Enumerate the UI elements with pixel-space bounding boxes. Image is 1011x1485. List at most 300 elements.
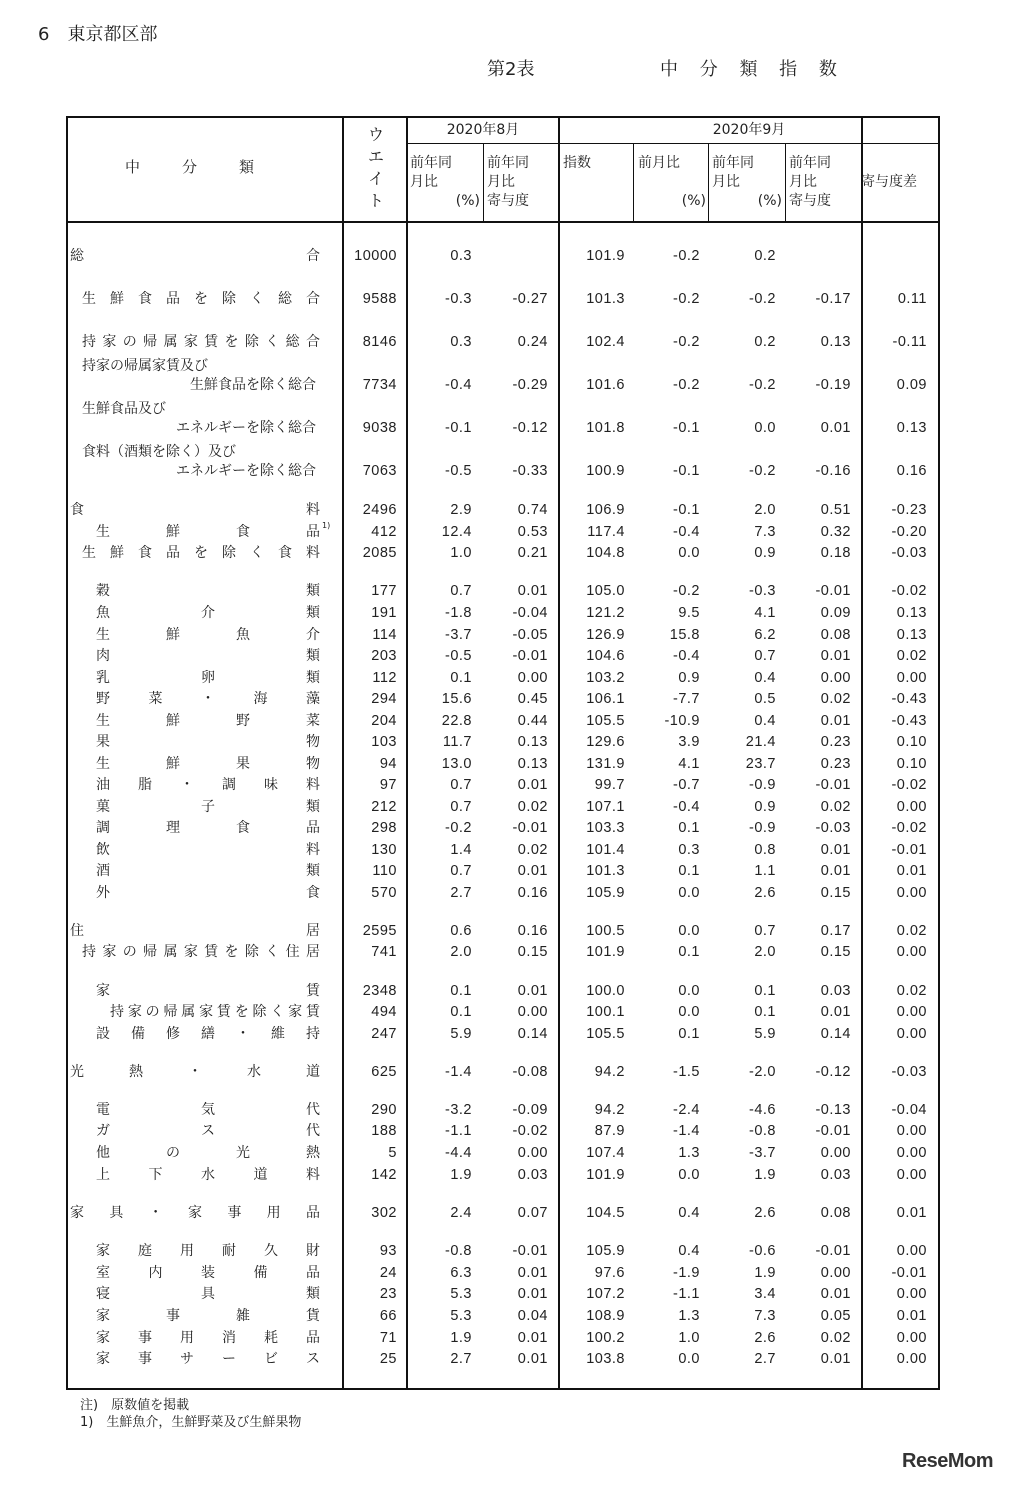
cell-sep-mom: -0.7 — [673, 777, 700, 793]
cell-sep-contrib: 0.05 — [820, 1308, 851, 1324]
cell-sep-mom: 4.1 — [678, 756, 700, 772]
cell-sep-index: 107.4 — [586, 1145, 625, 1161]
row-label: 飲料 — [96, 842, 320, 858]
cell-sep-contrib: 0.02 — [820, 691, 851, 707]
cell-aug-contrib: 0.02 — [517, 799, 548, 815]
cell-aug-contrib: -0.27 — [512, 291, 548, 307]
cell-weight: 741 — [371, 944, 397, 960]
cell-aug-yoy: 22.8 — [441, 713, 472, 729]
cell-sep-contrib: 0.51 — [820, 502, 851, 518]
cell-contrib-diff: 0.13 — [896, 605, 927, 621]
header-aug-2020: 2020年8月 — [446, 122, 520, 138]
cell-sep-mom: 1.3 — [678, 1145, 700, 1161]
cell-sep-mom: -0.2 — [673, 248, 700, 264]
cell-sep-mom: -0.4 — [673, 799, 700, 815]
cell-sep-mom: 1.0 — [678, 1330, 700, 1346]
cell-sep-index: 104.6 — [586, 648, 625, 664]
cell-aug-contrib: 0.00 — [517, 670, 548, 686]
cell-sep-mom: -0.4 — [673, 648, 700, 664]
cell-sep-mom: 0.4 — [678, 1205, 700, 1221]
cell-weight: 5 — [388, 1145, 397, 1161]
cell-sep-yoy: 0.2 — [754, 334, 776, 350]
cell-sep-index: 105.0 — [586, 583, 625, 599]
row-label-line1: 食料（酒類を除く）及び — [82, 444, 236, 460]
table-row — [0, 646, 1011, 666]
cell-sep-index: 107.1 — [586, 799, 625, 815]
column-header: 寄与度差 — [861, 174, 917, 190]
cell-sep-index: 100.2 — [586, 1330, 625, 1346]
header-weight-char: ウ — [367, 125, 384, 144]
row-label: 家事雑貨 — [96, 1308, 320, 1324]
table-row — [0, 775, 1011, 795]
table-row — [0, 1349, 1011, 1369]
cell-sep-yoy: 0.1 — [754, 1004, 776, 1020]
cell-weight: 188 — [371, 1123, 397, 1139]
cell-sep-mom: -0.4 — [673, 524, 700, 540]
cell-sep-contrib: 0.01 — [820, 1004, 851, 1020]
cell-contrib-diff: 0.00 — [896, 885, 927, 901]
row-label: 室内装備品 — [96, 1265, 320, 1281]
cell-sep-yoy: 2.6 — [754, 1330, 776, 1346]
table-row — [0, 401, 1011, 438]
cell-sep-mom: 0.0 — [678, 923, 700, 939]
table-row — [0, 1203, 1011, 1223]
row-label: 生鮮食品を除く食料 — [82, 545, 320, 561]
cell-sep-index: 101.9 — [586, 248, 625, 264]
cell-sep-yoy: -2.0 — [749, 1064, 776, 1080]
cell-aug-yoy: 11.7 — [442, 734, 472, 750]
cell-aug-yoy: -0.5 — [445, 648, 472, 664]
cell-aug-yoy: 0.1 — [450, 983, 472, 999]
cell-sep-index: 126.9 — [586, 627, 625, 643]
cell-sep-index: 131.9 — [586, 756, 625, 772]
row-label: 持家の帰属家賃を除く住居 — [82, 944, 320, 960]
table-row — [0, 1165, 1011, 1185]
cell-sep-index: 101.9 — [586, 944, 625, 960]
cell-sep-contrib: 0.08 — [820, 627, 851, 643]
table-row — [0, 358, 1011, 395]
cell-weight: 2085 — [362, 545, 397, 561]
cell-sep-index: 105.9 — [586, 1243, 625, 1259]
cell-sep-yoy: -0.9 — [749, 820, 776, 836]
table-row — [0, 818, 1011, 838]
cell-aug-contrib: -0.08 — [512, 1064, 548, 1080]
cell-aug-yoy: 12.4 — [441, 524, 472, 540]
cell-sep-yoy: -0.6 — [749, 1243, 776, 1259]
cell-sep-yoy: -0.3 — [749, 583, 776, 599]
cell-aug-yoy: 0.3 — [450, 248, 472, 264]
cell-contrib-diff: 0.00 — [896, 1167, 927, 1183]
cell-aug-contrib: 0.03 — [517, 1167, 548, 1183]
cell-sep-index: 101.3 — [586, 863, 625, 879]
cell-aug-yoy: 2.9 — [450, 502, 472, 518]
cell-aug-contrib: -0.01 — [512, 648, 548, 664]
cell-aug-yoy: -1.4 — [445, 1064, 472, 1080]
row-label: 家事用消耗品 — [96, 1330, 320, 1346]
row-label: 生鮮食品を除く総合 — [190, 377, 316, 393]
watermark-logo: ReseMom — [902, 1450, 993, 1472]
cell-aug-yoy: 0.7 — [450, 799, 472, 815]
cell-weight: 10000 — [354, 248, 397, 264]
cell-aug-contrib: -0.05 — [512, 627, 548, 643]
cell-aug-yoy: -1.1 — [445, 1123, 472, 1139]
cell-sep-yoy: 0.2 — [754, 248, 776, 264]
cell-contrib-diff: 0.01 — [896, 1308, 927, 1324]
cell-aug-yoy: 13.0 — [441, 756, 472, 772]
cell-aug-yoy: -4.4 — [445, 1145, 472, 1161]
cell-sep-yoy: 0.7 — [754, 648, 776, 664]
row-label-line1: 持家の帰属家賃及び — [82, 358, 208, 374]
cell-sep-yoy: -0.2 — [749, 463, 776, 479]
cell-sep-yoy: -4.6 — [749, 1102, 776, 1118]
cell-aug-yoy: 0.1 — [450, 1004, 472, 1020]
cell-contrib-diff: 0.09 — [896, 377, 927, 393]
cell-sep-contrib: 0.03 — [820, 983, 851, 999]
cell-sep-index: 101.9 — [586, 1167, 625, 1183]
row-label: エネルギーを除く総合 — [176, 420, 316, 436]
cell-aug-contrib: 0.15 — [517, 944, 548, 960]
table-row — [0, 942, 1011, 962]
cell-weight: 94 — [379, 756, 397, 772]
cell-sep-mom: -1.4 — [673, 1123, 700, 1139]
cell-sep-index: 105.5 — [586, 1026, 625, 1042]
cell-sep-mom: -0.2 — [673, 291, 700, 307]
cell-sep-yoy: 21.4 — [745, 734, 776, 750]
cell-weight: 25 — [379, 1351, 397, 1367]
cell-aug-contrib: -0.33 — [512, 463, 548, 479]
column-header: 寄与度 — [487, 193, 529, 209]
cell-aug-yoy: -0.5 — [445, 463, 472, 479]
table-row — [0, 981, 1011, 1001]
cell-aug-contrib: 0.01 — [517, 983, 548, 999]
cell-sep-index: 100.5 — [586, 923, 625, 939]
header-weight — [366, 124, 386, 212]
table-row — [0, 625, 1011, 645]
row-label: 果物 — [96, 734, 320, 750]
cell-weight: 203 — [371, 648, 397, 664]
cell-aug-yoy: 1.0 — [450, 545, 472, 561]
cell-aug-yoy: -0.8 — [445, 1243, 472, 1259]
cell-aug-contrib: -0.01 — [512, 820, 548, 836]
cell-sep-yoy: 5.9 — [754, 1026, 776, 1042]
column-header: 月比 — [789, 174, 817, 190]
cell-aug-yoy: 0.7 — [450, 863, 472, 879]
cell-sep-contrib: 0.09 — [820, 605, 851, 621]
cell-weight: 66 — [379, 1308, 397, 1324]
cell-contrib-diff: 0.10 — [896, 734, 927, 750]
cell-sep-index: 101.3 — [586, 291, 625, 307]
table-row — [0, 689, 1011, 709]
cell-sep-contrib: -0.01 — [815, 1123, 851, 1139]
column-header: (%) — [455, 193, 480, 209]
cell-weight: 7734 — [362, 377, 397, 393]
cell-aug-contrib: -0.29 — [512, 377, 548, 393]
table-row — [0, 1100, 1011, 1120]
cell-sep-yoy: 1.1 — [754, 863, 776, 879]
cell-aug-yoy: -0.4 — [445, 377, 472, 393]
cell-contrib-diff: 0.00 — [896, 1026, 927, 1042]
cell-aug-contrib: 0.21 — [517, 545, 548, 561]
table-row — [0, 1002, 1011, 1022]
cell-aug-yoy: -1.8 — [445, 605, 472, 621]
cell-sep-yoy: -0.2 — [749, 291, 776, 307]
cell-aug-contrib: 0.24 — [517, 334, 548, 350]
cell-aug-contrib: 0.13 — [517, 756, 548, 772]
cell-sep-index: 105.5 — [586, 713, 625, 729]
cell-sep-index: 103.2 — [586, 670, 625, 686]
table-row — [0, 1121, 1011, 1141]
cell-weight: 177 — [371, 583, 397, 599]
cell-sep-mom: -10.9 — [664, 713, 700, 729]
cell-sep-contrib: 0.01 — [820, 648, 851, 664]
cell-sep-index: 106.1 — [586, 691, 625, 707]
cell-contrib-diff: 0.00 — [896, 799, 927, 815]
cell-sep-index: 101.8 — [586, 420, 625, 436]
row-label: 生鮮食品を除く総合 — [82, 291, 320, 307]
cell-sep-index: 104.8 — [586, 545, 625, 561]
cell-contrib-diff: 0.00 — [896, 1330, 927, 1346]
cell-weight: 114 — [372, 627, 397, 643]
cell-sep-yoy: 0.9 — [754, 545, 776, 561]
cell-weight: 625 — [371, 1064, 397, 1080]
header-weight-char: エ — [367, 147, 384, 166]
cell-sep-contrib: 0.14 — [820, 1026, 851, 1042]
row-label: 魚介類 — [96, 605, 320, 621]
cell-sep-yoy: 2.6 — [754, 1205, 776, 1221]
cell-sep-mom: 0.0 — [678, 983, 700, 999]
cell-sep-index: 103.8 — [586, 1351, 625, 1367]
row-label: 持家の帰属家賃を除く総合 — [82, 334, 320, 350]
row-label: 油脂・調味料 — [96, 777, 320, 793]
cell-sep-contrib: 0.01 — [820, 420, 851, 436]
table-row — [0, 754, 1011, 774]
cell-contrib-diff: -0.02 — [891, 777, 927, 793]
table-row — [0, 883, 1011, 903]
section-title: 6 東京都区部 — [38, 24, 158, 45]
row-label: 外食 — [96, 885, 320, 901]
cell-weight: 71 — [379, 1330, 397, 1346]
cell-sep-mom: -1.5 — [673, 1064, 700, 1080]
cell-sep-index: 121.2 — [586, 605, 625, 621]
row-label: 他の光熱 — [96, 1145, 320, 1161]
cell-aug-yoy: -0.3 — [445, 291, 472, 307]
cell-sep-contrib: 0.00 — [820, 670, 851, 686]
cell-contrib-diff: -0.20 — [891, 524, 927, 540]
header-weight-char: ト — [367, 191, 384, 210]
cell-sep-index: 97.6 — [594, 1265, 625, 1281]
cell-sep-index: 117.4 — [587, 524, 625, 540]
cell-sep-mom: -0.1 — [673, 420, 700, 436]
row-label: 生鮮食品 — [96, 524, 320, 540]
cell-sep-contrib: 0.00 — [820, 1145, 851, 1161]
table-row — [0, 861, 1011, 881]
cell-contrib-diff: 0.01 — [896, 1205, 927, 1221]
cell-contrib-diff: 0.11 — [897, 291, 927, 307]
cell-aug-contrib: 0.45 — [517, 691, 548, 707]
cell-sep-contrib: 0.23 — [820, 756, 851, 772]
row-label: 家具・家事用品 — [70, 1205, 320, 1221]
cell-sep-contrib: -0.16 — [815, 463, 851, 479]
cell-sep-yoy: 23.7 — [745, 756, 776, 772]
cell-weight: 2348 — [362, 983, 397, 999]
cell-sep-mom: 0.1 — [678, 863, 700, 879]
cell-sep-contrib: 0.01 — [820, 1351, 851, 1367]
cell-weight: 212 — [371, 799, 397, 815]
cell-aug-contrib: -0.12 — [512, 420, 548, 436]
cell-aug-contrib: 0.13 — [517, 734, 548, 750]
cell-sep-mom: -0.2 — [673, 377, 700, 393]
cell-aug-contrib: 0.01 — [517, 1265, 548, 1281]
cell-weight: 298 — [371, 820, 397, 836]
cell-sep-mom: -1.9 — [673, 1265, 700, 1281]
cell-aug-contrib: 0.01 — [517, 1286, 548, 1302]
cell-sep-index: 87.9 — [594, 1123, 625, 1139]
cell-sep-contrib: 0.18 — [820, 545, 851, 561]
cell-sep-mom: 15.8 — [669, 627, 700, 643]
row-label: 肉類 — [96, 648, 320, 664]
cell-weight: 9038 — [362, 420, 397, 436]
cell-aug-contrib: 0.53 — [517, 524, 548, 540]
cell-aug-contrib: 0.07 — [517, 1205, 548, 1221]
cell-aug-yoy: 2.7 — [450, 1351, 472, 1367]
cell-sep-mom: -2.4 — [673, 1102, 700, 1118]
cell-sep-index: 100.1 — [586, 1004, 625, 1020]
column-header: 前年同 — [712, 155, 754, 171]
cell-sep-index: 104.5 — [586, 1205, 625, 1221]
table-row — [0, 1263, 1011, 1283]
cell-aug-yoy: 0.1 — [450, 670, 472, 686]
cell-sep-mom: 0.4 — [678, 1243, 700, 1259]
table-row — [0, 1143, 1011, 1163]
cell-sep-yoy: 2.7 — [754, 1351, 776, 1367]
cell-contrib-diff: 0.00 — [896, 1286, 927, 1302]
row-label: 調理食品 — [96, 820, 320, 836]
cell-sep-mom: -0.1 — [673, 502, 700, 518]
table-row — [0, 921, 1011, 941]
cell-aug-yoy: 0.3 — [450, 334, 472, 350]
footnote-marker: 1) — [322, 521, 331, 530]
cell-sep-contrib: 0.17 — [820, 923, 851, 939]
column-header: (%) — [681, 193, 706, 209]
table-number: 第2表 — [487, 59, 535, 80]
row-label: ガス代 — [96, 1123, 320, 1139]
cell-aug-yoy: 2.4 — [450, 1205, 472, 1221]
cell-contrib-diff: -0.23 — [891, 502, 927, 518]
cell-sep-contrib: 0.13 — [820, 334, 851, 350]
cell-weight: 142 — [371, 1167, 397, 1183]
cell-contrib-diff: -0.01 — [891, 1265, 927, 1281]
cell-sep-yoy: -0.2 — [749, 377, 776, 393]
table-row — [0, 1241, 1011, 1261]
cell-aug-contrib: 0.00 — [517, 1004, 548, 1020]
cell-contrib-diff: -0.11 — [892, 334, 927, 350]
cell-sep-yoy: 0.9 — [754, 799, 776, 815]
column-header: 前年同 — [410, 155, 452, 171]
cell-sep-yoy: -0.8 — [749, 1123, 776, 1139]
cell-sep-mom: 0.0 — [678, 1004, 700, 1020]
cell-aug-yoy: 1.9 — [450, 1167, 472, 1183]
table-row — [0, 289, 1011, 309]
cell-contrib-diff: 0.00 — [896, 1004, 927, 1020]
cell-aug-yoy: 1.9 — [450, 1330, 472, 1346]
table-row — [0, 246, 1011, 266]
column-header: 月比 — [487, 174, 515, 190]
cell-sep-yoy: 1.9 — [754, 1265, 776, 1281]
column-header: (%) — [757, 193, 782, 209]
table-row — [0, 1062, 1011, 1082]
cell-sep-mom: 0.0 — [678, 1351, 700, 1367]
cell-sep-mom: 0.0 — [678, 885, 700, 901]
cell-sep-contrib: 0.32 — [820, 524, 851, 540]
table-row — [0, 603, 1011, 623]
cell-sep-contrib: 0.23 — [820, 734, 851, 750]
cell-sep-contrib: 0.03 — [820, 1167, 851, 1183]
table-row — [0, 1328, 1011, 1348]
cell-sep-yoy: 2.0 — [754, 944, 776, 960]
cell-sep-index: 94.2 — [594, 1102, 625, 1118]
cell-weight: 191 — [371, 605, 397, 621]
row-label: 酒類 — [96, 863, 320, 879]
cell-sep-index: 94.2 — [594, 1064, 625, 1080]
table-row — [0, 711, 1011, 731]
cell-sep-index: 101.6 — [586, 377, 625, 393]
cell-aug-contrib: 0.14 — [517, 1026, 548, 1042]
cell-weight: 103 — [371, 734, 397, 750]
cell-aug-contrib: 0.01 — [517, 863, 548, 879]
cell-sep-contrib: -0.12 — [815, 1064, 851, 1080]
cell-contrib-diff: -0.03 — [891, 545, 927, 561]
cell-weight: 294 — [371, 691, 397, 707]
cell-contrib-diff: -0.02 — [891, 583, 927, 599]
cell-contrib-diff: 0.00 — [896, 944, 927, 960]
cell-contrib-diff: 0.16 — [896, 463, 927, 479]
row-label: 乳卵類 — [96, 670, 320, 686]
row-label: 穀類 — [96, 583, 320, 599]
table-row — [0, 732, 1011, 752]
cell-sep-yoy: 6.2 — [754, 627, 776, 643]
cell-sep-contrib: -0.03 — [815, 820, 851, 836]
cell-sep-contrib: -0.17 — [815, 291, 851, 307]
cell-sep-contrib: 0.08 — [820, 1205, 851, 1221]
cell-contrib-diff: 0.10 — [896, 756, 927, 772]
column-header: 前年同 — [789, 155, 831, 171]
cell-aug-contrib: -0.01 — [512, 1243, 548, 1259]
cell-contrib-diff: -0.02 — [891, 820, 927, 836]
cell-weight: 290 — [371, 1102, 397, 1118]
cell-sep-contrib: 0.02 — [820, 1330, 851, 1346]
cell-weight: 110 — [372, 863, 397, 879]
row-label: 生鮮魚介 — [96, 627, 320, 643]
cell-contrib-diff: -0.04 — [891, 1102, 927, 1118]
table-row — [0, 840, 1011, 860]
cell-weight: 97 — [379, 777, 397, 793]
cell-sep-yoy: 4.1 — [754, 605, 776, 621]
row-label: 総合 — [70, 248, 320, 264]
cell-sep-yoy: 0.4 — [754, 713, 776, 729]
cell-weight: 93 — [379, 1243, 397, 1259]
cell-sep-contrib: 0.01 — [820, 713, 851, 729]
cell-sep-index: 101.4 — [586, 842, 625, 858]
row-label: 上下水道料 — [96, 1167, 320, 1183]
column-header: 寄与度 — [789, 193, 831, 209]
cell-sep-contrib: 0.01 — [820, 842, 851, 858]
cell-sep-yoy: 0.7 — [754, 923, 776, 939]
cell-sep-yoy: 7.3 — [754, 1308, 776, 1324]
cell-sep-index: 108.9 — [586, 1308, 625, 1324]
cell-sep-yoy: 2.6 — [754, 885, 776, 901]
cell-sep-mom: 0.3 — [678, 842, 700, 858]
cell-sep-index: 105.9 — [586, 885, 625, 901]
